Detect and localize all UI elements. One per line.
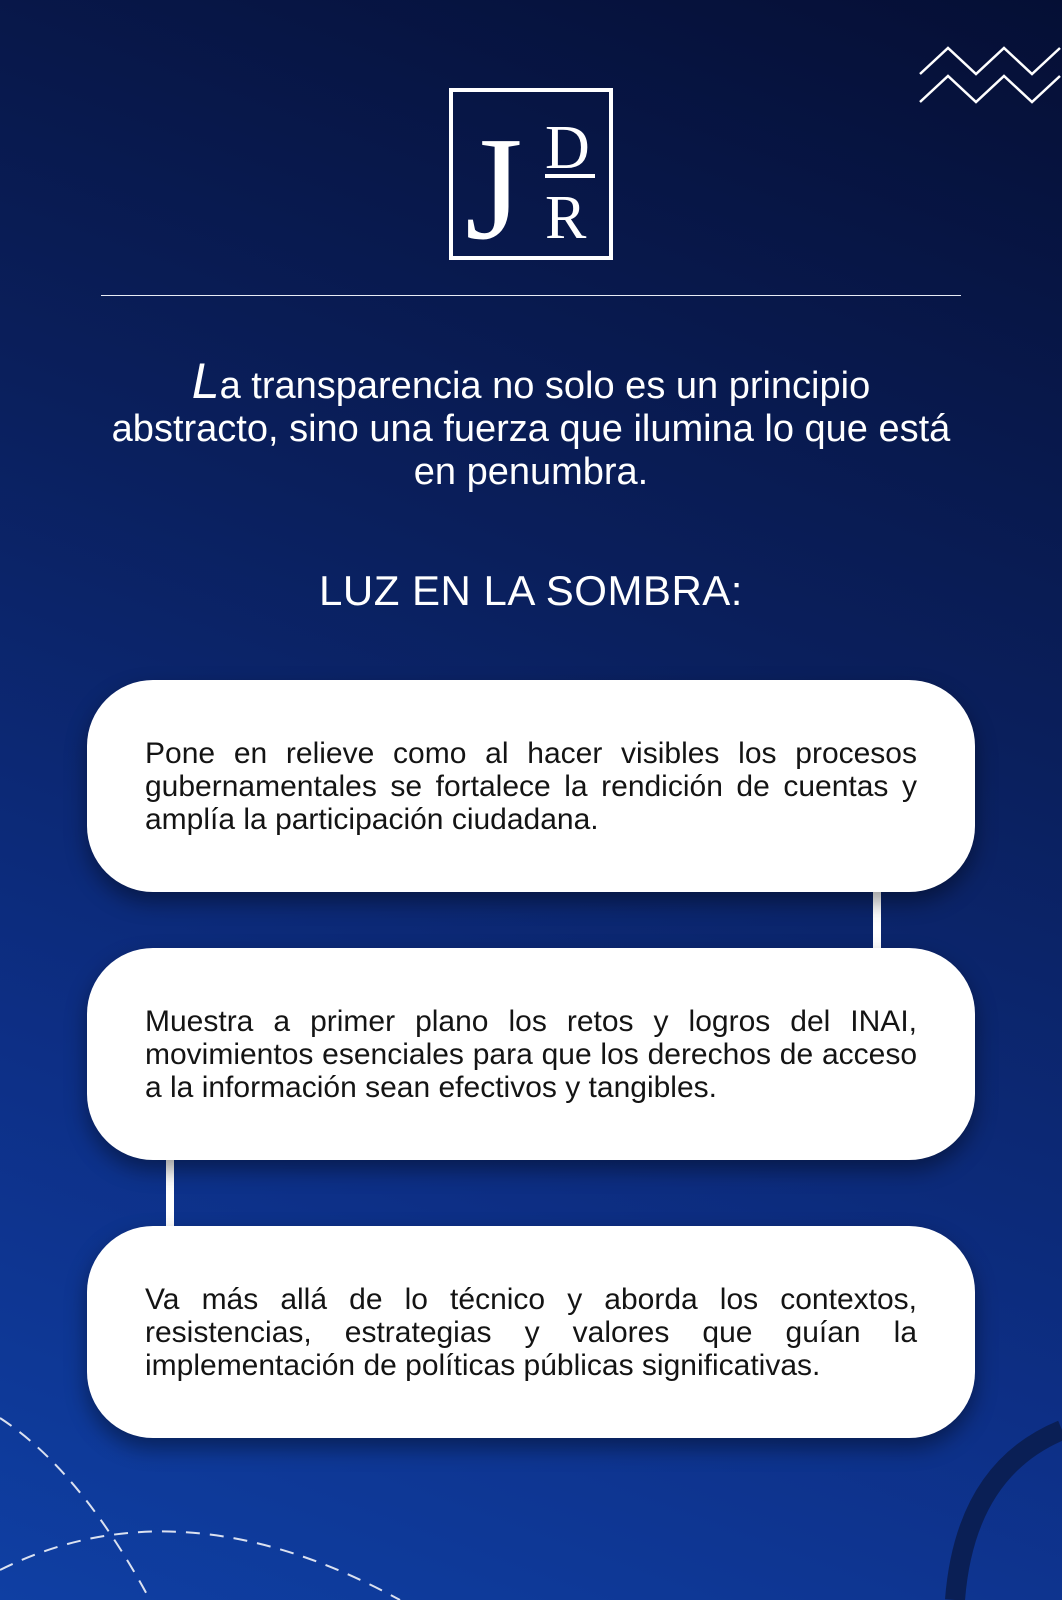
- intro-drop-cap: L: [191, 353, 220, 409]
- info-card-text: Va más allá de lo técnico y aborda los contextos, resistencias, estrategias y valores que guían la implementación de políticas públicas significativas.: [145, 1282, 917, 1382]
- info-card-text: Pone en relieve como al hacer visibles los procesos gubernamentales se fortalece la rendición de cuentas y amplía la participación ciudadana.: [145, 736, 917, 836]
- section-title: LUZ EN LA SOMBRA:: [319, 567, 743, 614]
- circle-arc-decoration-icon: [955, 1430, 1062, 1600]
- card-connector: [166, 1150, 174, 1230]
- logo-letter-j: J: [465, 107, 523, 260]
- logo-letter-d: D: [545, 114, 590, 182]
- dashed-arc-decoration-icon: [0, 1400, 1062, 1600]
- info-card-2: [87, 948, 975, 1160]
- intro-statement: [110, 353, 952, 494]
- info-card-text: Muestra a primer plano los retos y logros del INAI, movimientos esenciales para que los derechos de acceso a la información sean efectivos y tangibles.: [145, 1004, 917, 1104]
- logo-letter-r: R: [545, 184, 587, 252]
- jdr-logo: [449, 88, 613, 260]
- info-card-1: [87, 680, 975, 892]
- header-divider: [101, 295, 961, 296]
- zigzag-decoration-icon: [918, 44, 1062, 106]
- intro-text: a transparencia no solo es un principio abstracto, sino una fuerza que ilumina lo que está en penumbra.: [111, 365, 951, 493]
